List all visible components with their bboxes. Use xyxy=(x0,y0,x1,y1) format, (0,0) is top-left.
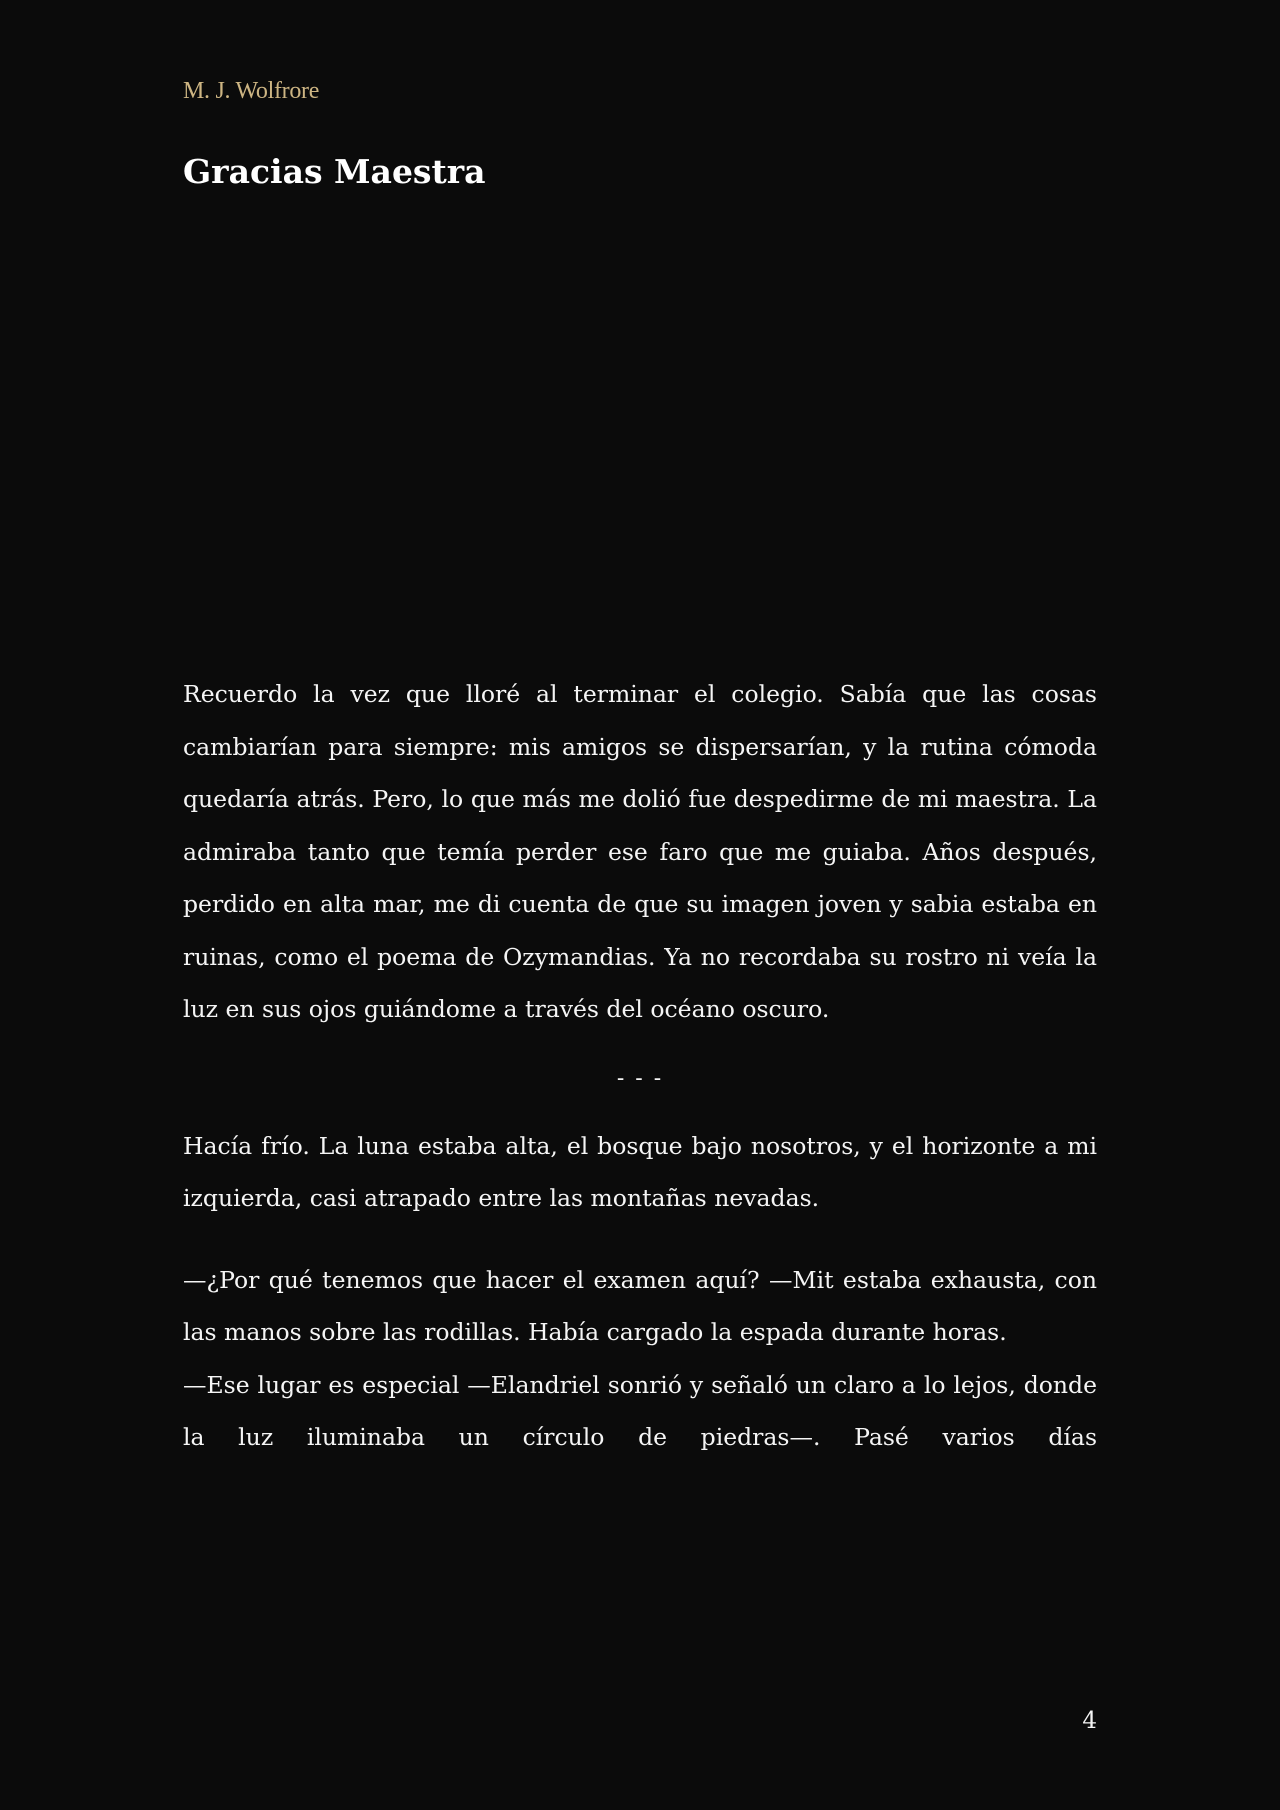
author-name: M. J. Wolfrore xyxy=(183,78,320,104)
paragraph-4: —Ese lugar es especial —Elandriel sonrió y señaló un claro a lo lejos, donde la luz iluminaba un círculo de piedras—. Pasé varios días xyxy=(183,1370,1097,1451)
chapter-title: Gracias Maestra xyxy=(183,152,486,191)
paragraph-1: Recuerdo la vez que lloré al terminar el colegio. Sabía que las cosas cambiarían para siempre: mis amigos se dispersarían, y la rutina cómoda quedaría atrás. Pero, lo que más me dolió fue despedirme de mi maestra. La admiraba tanto que temía perder ese faro que me guiaba. Años después, perdido en alta mar, me di cuenta de que su imagen joven y sabia estaba en ruinas, como el poema de Ozymandias. Ya no recordaba su rostro ni veía la luz en sus ojos guiándome a través del océano oscuro. xyxy=(183,680,1097,1023)
body-text xyxy=(183,668,1097,1459)
paragraph-2: Hacía frío. La luna estaba alta, el bosque bajo nosotros, y el horizonte a mi izquierda, casi atrapado entre las montañas nevadas. xyxy=(183,1131,1097,1212)
paragraph-3: —¿Por qué tenemos que hacer el examen aquí? —Mit estaba exhausta, con las manos sobre las rodillas. Había cargado la espada durante horas. xyxy=(183,1265,1097,1346)
scene-separator: - - - xyxy=(616,1065,664,1091)
page-number: 4 xyxy=(1082,1708,1097,1734)
paragraph-4-wrapper xyxy=(183,1359,1097,1459)
